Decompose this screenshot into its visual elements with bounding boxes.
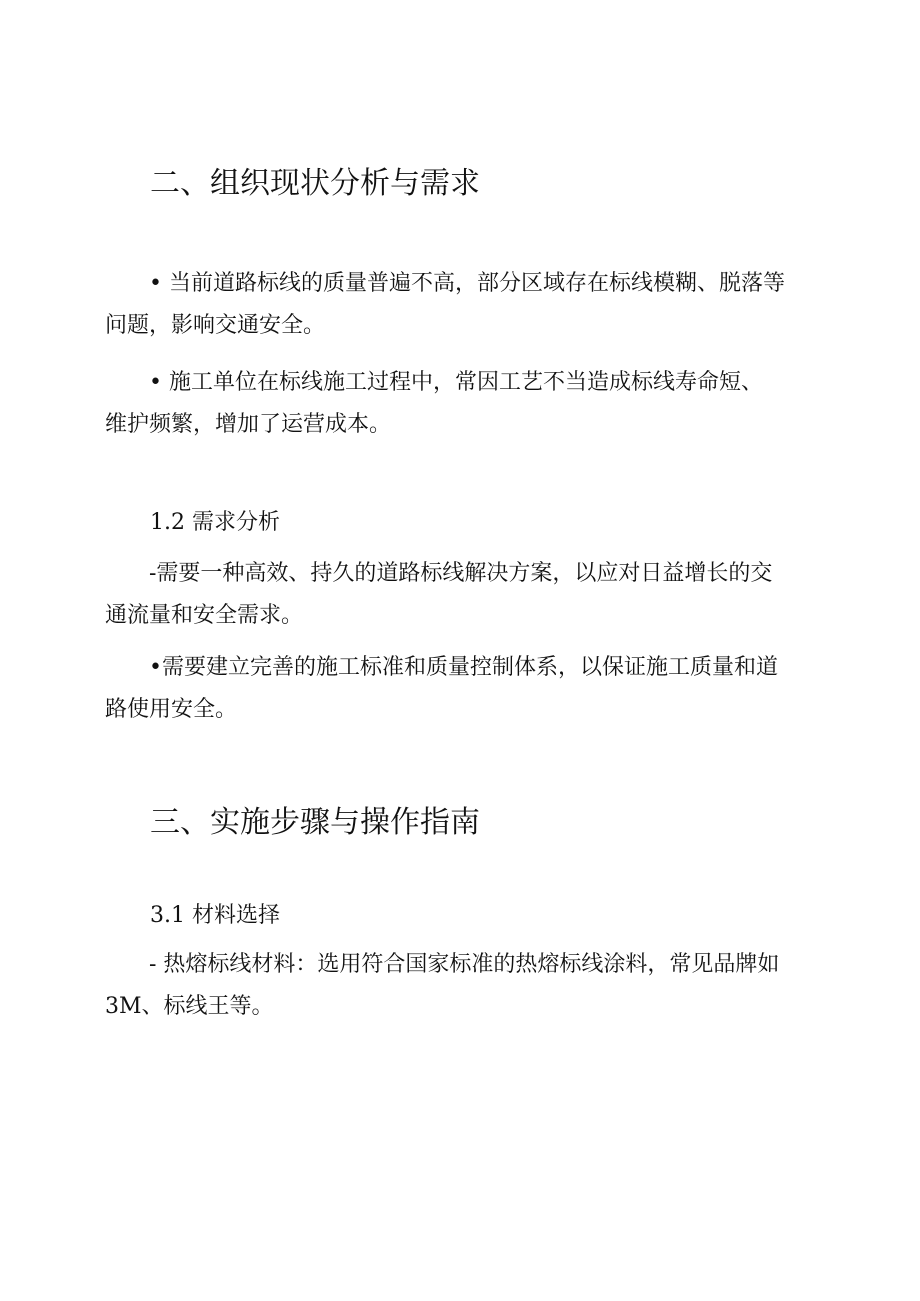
paragraph-standard-need — [105, 647, 825, 731]
paragraph-line: 问题，影响交通安全。 — [105, 313, 326, 338]
paragraph-line: • 施工单位在标线施工过程中，常因工艺不当造成标线寿命短、 — [149, 370, 763, 395]
paragraph-material — [105, 944, 825, 1028]
paragraph-line: •需要建立完善的施工标准和质量控制体系，以保证施工质量和道 — [149, 655, 778, 680]
paragraph-construction-issue — [105, 362, 825, 446]
paragraph-solution-need — [105, 553, 825, 637]
paragraph-line: -需要一种高效、持久的道路标线解决方案，以应对日益增长的交 — [149, 561, 773, 586]
paragraph-line: 维护频繁，增加了运营成本。 — [105, 412, 392, 437]
section-3-heading: 三、实施步骤与操作指南 — [150, 805, 480, 840]
paragraph-line: 通流量和安全需求。 — [105, 603, 304, 628]
paragraph-line: - 热熔标线材料：选用符合国家标准的热熔标线涂料，常见品牌如 — [149, 952, 780, 977]
subsection-3-1-heading: 3.1 材料选择 — [150, 903, 280, 928]
paragraph-quality-issue — [105, 263, 825, 347]
subsection-1-2-heading: 1.2 需求分析 — [150, 510, 280, 535]
paragraph-line: • 当前道路标线的质量普遍不高，部分区域存在标线模糊、脱落等 — [149, 271, 785, 296]
paragraph-line: 3M、标线王等。 — [105, 994, 274, 1019]
section-2-heading: 二、组织现状分析与需求 — [150, 166, 480, 201]
paragraph-line: 路使用安全。 — [105, 697, 238, 722]
